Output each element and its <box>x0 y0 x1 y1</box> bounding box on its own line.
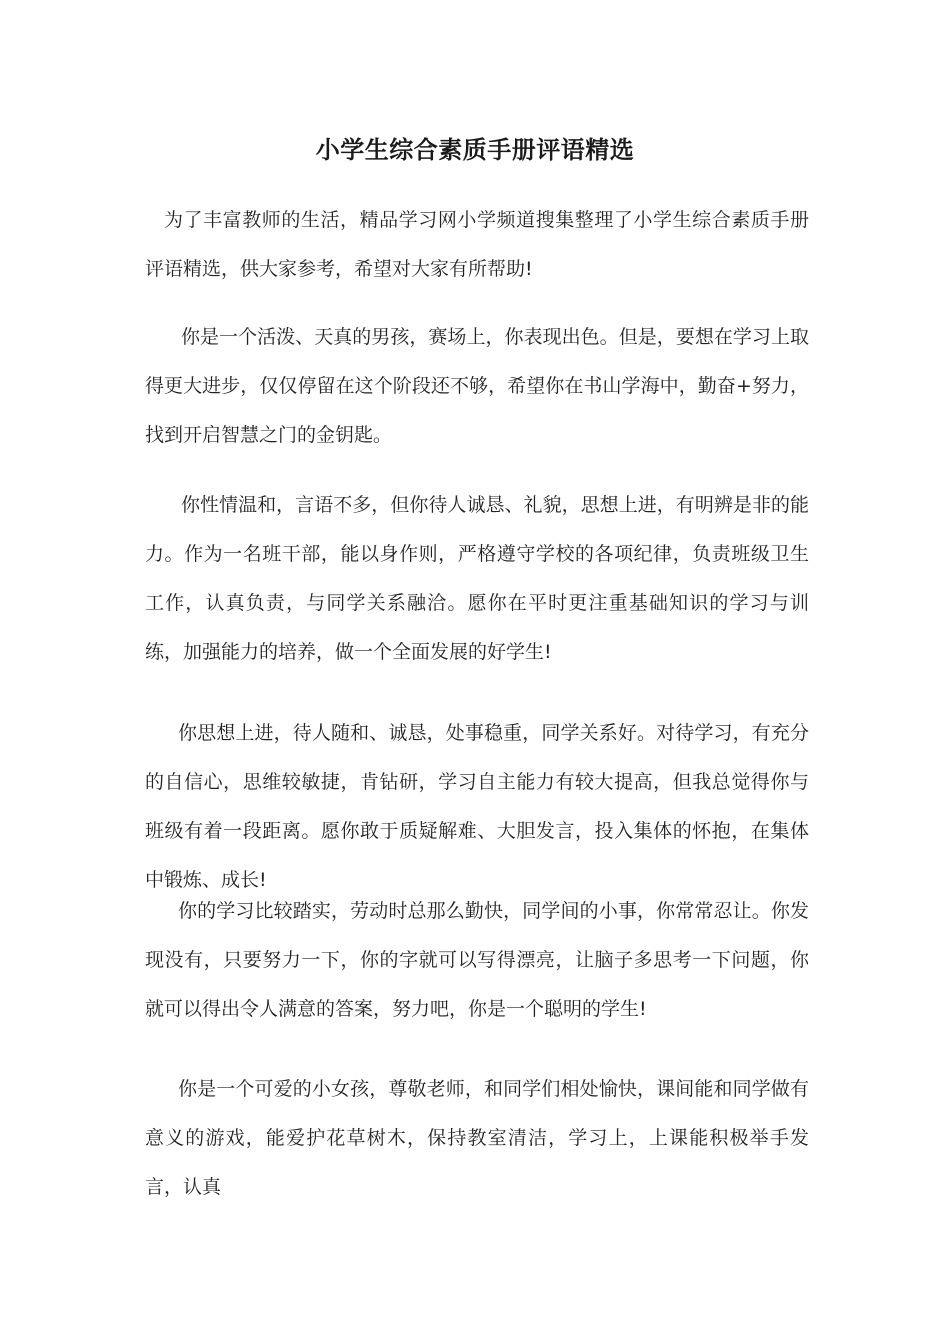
intro-paragraph: 为了丰富教师的生活，精品学习网小学频道搜集整理了小学生综合素质手册评语精选，供大家参考，希望对大家有所帮助! <box>145 209 809 280</box>
comment-paragraph-2: 你性情温和，言语不多，但你待人诚恳、礼貌，思想上进，有明辨是非的能力。作为一名班干部，能以身作则，严格遵守学校的各项纪律，负责班级卫生工作，认真负责，与同学关系融洽。愿你在平时更注重基础知识的学习与训练，加强能力的培养，做一个全面发展的好学生! <box>145 494 809 663</box>
comment-paragraph-4: 你的学习比较踏实，劳动时总那么勤快，同学间的小事，你常常忍让。你发现没有，只要努力一下，你的字就可以写得漂亮，让脑子多思考一下问题，你就可以得出令人满意的答案，努力吧，你是一个聪明的学生! <box>145 900 809 1020</box>
document-title: 小学生综合素质手册评语精选 <box>315 136 635 164</box>
comment-paragraph-3: 你思想上进，待人随和、诚恳，处事稳重，同学关系好。对待学习，有充分的自信心，思维较敏捷，肯钻研，学习自主能力有较大提高，但我总觉得你与班级有着一段距离。愿你敢于质疑解难、大胆发言，投入集体的怀抱，在集体中锻炼、成长! <box>145 722 809 891</box>
comment-paragraph-5: 你是一个可爱的小女孩，尊敬老师，和同学们相处愉快，课间能和同学做有意义的游戏，能爱护花草树木，保持教室清洁，学习上，上课能积极举手发言，认真 <box>145 1078 809 1198</box>
comment-paragraph-1: 你是一个活泼、天真的男孩，赛场上，你表现出色。但是，要想在学习上取得更大进步，仅仅停留在这个阶段还不够，希望你在书山学海中，勤奋+努力，找到开启智慧之门的金钥匙。 <box>145 326 809 446</box>
